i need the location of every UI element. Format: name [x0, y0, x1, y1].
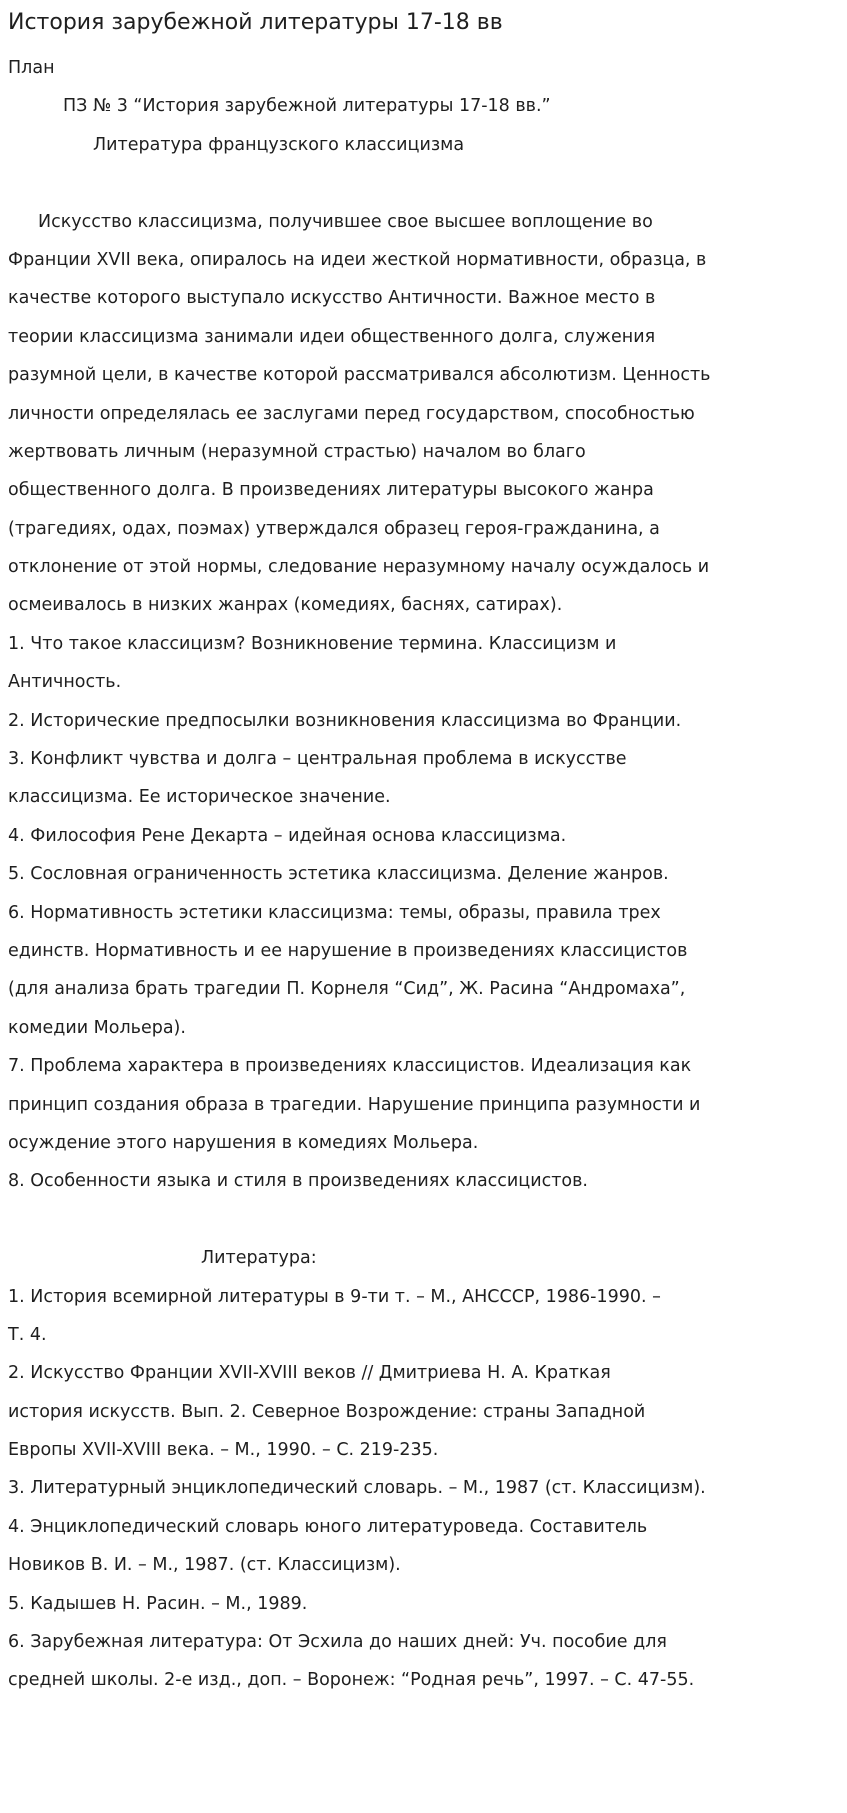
topic-title: Литература французского классицизма — [93, 134, 465, 155]
document — [8, 0, 840, 1700]
question-line: 2. Исторические предпосылки возникновения классицизма во Франции. — [8, 710, 682, 731]
literature-line: 5. Кадышев Н. Расин. – М., 1989. — [8, 1593, 308, 1614]
question-line: классицизма. Ее историческое значение. — [8, 787, 391, 808]
intro-paragraph — [8, 203, 840, 625]
literature-line: Т. 4. — [8, 1324, 47, 1345]
blank-line — [8, 164, 840, 202]
intro-line: Искусство классицизма, получившее свое высшее воплощение во — [38, 211, 653, 232]
document-title: История зарубежной литературы 17-18 вв — [8, 10, 503, 35]
literature-line: 2. Искусство Франции XVII-XVIII веков // Дмитриева Н. А. Краткая — [8, 1363, 611, 1384]
literature-line: 6. Зарубежная литература: От Эсхила до наших дней: Уч. пособие для — [8, 1632, 667, 1653]
plan-label: План — [8, 58, 55, 78]
intro-line: Франции XVII века, опиралось на идеи жесткой нормативности, образца, в — [8, 249, 707, 270]
literature-line: 1. История всемирной литературы в 9-ти т. – М., АНСССР, 1986-1990. – — [8, 1286, 661, 1307]
question-line: (для анализа брать трагедии П. Корнеля “Сид”, Ж. Расина “Андромаха”, — [8, 979, 686, 1000]
intro-line: разумной цели, в качестве которой рассматривался абсолютизм. Ценность — [8, 365, 711, 386]
question-line: 8. Особенности языка и стиля в произведениях классицистов. — [8, 1171, 588, 1192]
question-line: принцип создания образа в трагедии. Нарушение принципа разумности и — [8, 1094, 701, 1115]
question-line: Античность. — [8, 672, 122, 693]
question-line: 7. Проблема характера в произведениях классицистов. Идеализация как — [8, 1056, 692, 1077]
intro-line: отклонение от этой нормы, следование неразумному началу осуждалось и — [8, 557, 710, 578]
question-line: 6. Нормативность эстетики классицизма: темы, образы, правила трех — [8, 902, 661, 923]
intro-line: общественного долга. В произведениях литературы высокого жанра — [8, 480, 654, 501]
literature-line: Новиков В. И. – М., 1987. (ст. Классицизм). — [8, 1555, 401, 1576]
intro-line: (трагедиях, одах, поэмах) утверждался образец героя-гражданина, а — [8, 518, 660, 539]
intro-line: осмеивалось в низких жанрах (комедиях, баснях, сатирах). — [8, 595, 563, 616]
pz-title: ПЗ № 3 “История зарубежной литературы 17-18 вв.” — [63, 96, 551, 117]
question-line: единств. Нормативность и ее нарушение в произведениях классицистов — [8, 940, 688, 961]
blank-line — [8, 1201, 840, 1239]
literature-line: средней школы. 2-е изд., доп. – Воронеж: “Родная речь”, 1997. – С. 47-55. — [8, 1670, 695, 1691]
literature-line: 4. Энциклопедический словарь юного литературоведа. Составитель — [8, 1516, 648, 1537]
question-line: осуждение этого нарушения в комедиях Мольера. — [8, 1132, 479, 1153]
question-line: 5. Сословная ограниченность эстетика классицизма. Деление жанров. — [8, 864, 669, 885]
literature-line: 3. Литературный энциклопедический словарь. – М., 1987 (ст. Классицизм). — [8, 1478, 706, 1499]
literature-line: Европы XVII-XVIII века. – М., 1990. – С. 219-235. — [8, 1440, 439, 1461]
literature-line: история искусств. Вып. 2. Северное Возрождение: страны Западной — [8, 1401, 646, 1422]
question-line: 1. Что такое классицизм? Возникновение термина. Классицизм и — [8, 633, 617, 654]
literature-heading: Литература: — [201, 1248, 317, 1269]
question-line: 4. Философия Рене Декарта – идейная основа классицизма. — [8, 825, 567, 846]
intro-line: теории классицизма занимали идеи общественного долга, служения — [8, 326, 656, 347]
intro-line: качестве которого выступало искусство Античности. Важное место в — [8, 288, 656, 309]
intro-line: жертвовать личным (неразумной страстью) началом во благо — [8, 441, 586, 462]
questions-list — [8, 625, 840, 1201]
question-line: комедии Мольера). — [8, 1017, 186, 1038]
question-line: 3. Конфликт чувства и долга – центральная проблема в искусстве — [8, 749, 627, 770]
literature-list — [8, 1278, 840, 1700]
intro-line: личности определялась ее заслугами перед государством, способностью — [8, 403, 695, 424]
